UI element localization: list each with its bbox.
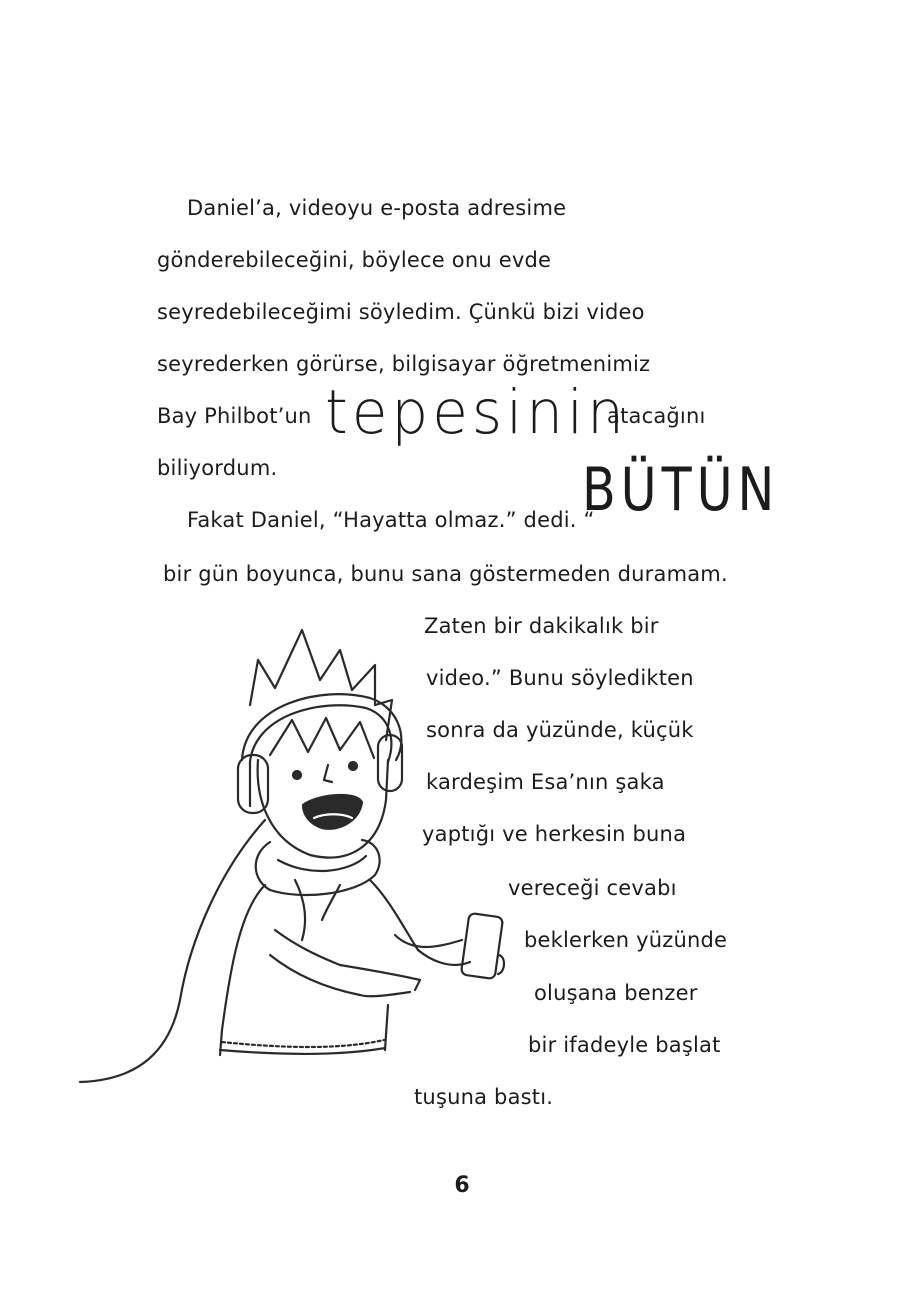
text-line-14: vereceği cevabı — [508, 876, 677, 900]
handwritten-word-tepesinin: tepesinin — [325, 376, 628, 448]
text-line-3: seyredebileceğimi söyledim. Çünkü bizi video — [157, 300, 645, 324]
text-line-9: Zaten bir dakikalık bir — [424, 614, 659, 638]
text-line-13: yaptığı ve herkesin buna — [422, 822, 687, 846]
text-line-11: sonra da yüzünde, küçük — [426, 718, 694, 742]
text-line-10: video.” Bunu söyledikten — [426, 666, 694, 690]
text-line-15: beklerken yüzünde — [524, 928, 728, 952]
text-line-5-end: atacağını — [607, 404, 706, 428]
text-line-18: tuşuna bastı. — [414, 1085, 554, 1109]
text-line-8: bir gün boyunca, bunu sana göstermeden duramam. — [163, 562, 728, 586]
page-number: 6 — [454, 1173, 470, 1198]
text-line-7-start: Fakat Daniel, “Hayatta olmaz.” dedi. “ — [187, 508, 595, 532]
text-line-12: kardeşim Esa’nın şaka — [426, 770, 665, 794]
boy-with-headphones-illustration-icon — [70, 610, 530, 1170]
text-line-1: Daniel’a, videoyu e-posta adresime — [187, 196, 567, 220]
text-line-17: bir ifadeyle başlat — [528, 1033, 721, 1057]
text-line-5-start: Bay Philbot’un — [157, 404, 312, 428]
text-line-2: gönderebileceğini, böylece onu evde — [157, 248, 552, 272]
handwritten-word-butun: BÜTÜN — [582, 455, 780, 525]
text-line-6: biliyordum. — [157, 456, 278, 480]
text-line-16: oluşana benzer — [534, 981, 698, 1005]
text-line-4: seyrederken görürse, bilgisayar öğretmenimiz — [157, 352, 651, 376]
